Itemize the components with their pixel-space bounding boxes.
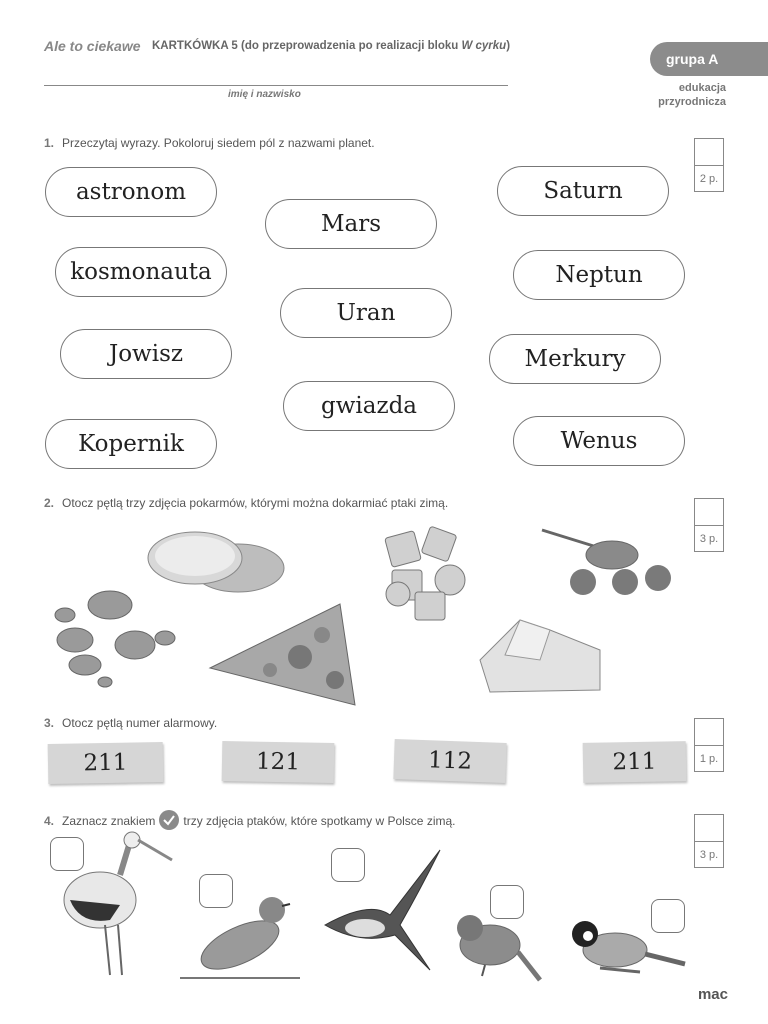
question-1: 1. Przeczytaj wyrazy. Pokoloruj siedem pól z nazwami planet. <box>44 136 375 150</box>
name-line[interactable] <box>44 85 508 86</box>
seeds-image[interactable] <box>542 530 671 595</box>
question-2: 2. Otocz pętlą trzy zdjęcia pokarmów, którymi można dokarmiać ptaki zimą. <box>44 496 449 510</box>
number-card[interactable]: 121 <box>222 741 335 783</box>
number-card[interactable]: 211 <box>48 742 164 784</box>
bread-image[interactable] <box>148 532 284 592</box>
word-pill[interactable]: Saturn <box>497 166 669 216</box>
question-4: 4. Zaznacz znakiem trzy zdjęcia ptaków, które spotkamy w Polsce zimą. <box>44 812 456 832</box>
crackers-image[interactable] <box>385 526 465 620</box>
word-pill[interactable]: Jowisz <box>60 329 232 379</box>
word-pill[interactable]: kosmonauta <box>55 247 227 297</box>
word-pill[interactable]: astronom <box>45 167 217 217</box>
word-pill[interactable]: Merkury <box>489 334 661 384</box>
name-label: imię i nazwisko <box>228 89 301 100</box>
waxwing-image[interactable] <box>180 897 300 979</box>
swallow-image[interactable] <box>325 850 440 970</box>
number-card[interactable]: 112 <box>393 739 506 783</box>
word-pill[interactable]: Wenus <box>513 416 685 466</box>
subject-label: edukacja przyrodnicza <box>658 82 726 108</box>
question-3: 3. Otocz pętlą numer alarmowy. <box>44 716 218 730</box>
word-pill[interactable]: Mars <box>265 199 437 249</box>
checkmark-icon <box>159 810 179 830</box>
pizza-image[interactable] <box>210 604 355 705</box>
score-box-4[interactable]: 3 p. <box>694 814 724 868</box>
bird-photos <box>0 830 700 990</box>
walnuts-image[interactable] <box>55 591 175 687</box>
fat-block-image[interactable] <box>480 620 600 692</box>
score-box-1[interactable]: 2 p. <box>694 138 724 192</box>
publisher-logo: mac <box>697 986 728 1003</box>
sparrow-image[interactable] <box>457 915 540 980</box>
word-pill[interactable]: Uran <box>280 288 452 338</box>
book-title: Ale to ciekawe <box>44 38 141 54</box>
test-title: KARTKÓWKA 5 (do przeprowadzenia po realizacji bloku W cyrku) <box>152 40 511 52</box>
stork-image[interactable] <box>64 832 172 975</box>
word-pill[interactable]: Neptun <box>513 250 685 300</box>
great-tit-image[interactable] <box>572 921 685 972</box>
word-pill[interactable]: Kopernik <box>45 419 217 469</box>
group-badge: grupa A <box>650 42 768 76</box>
score-box-2[interactable]: 3 p. <box>694 498 724 552</box>
food-photos <box>0 520 690 715</box>
word-pill[interactable]: gwiazda <box>283 381 455 431</box>
number-card[interactable]: 211 <box>583 741 687 783</box>
score-box-3[interactable]: 1 p. <box>694 718 724 772</box>
